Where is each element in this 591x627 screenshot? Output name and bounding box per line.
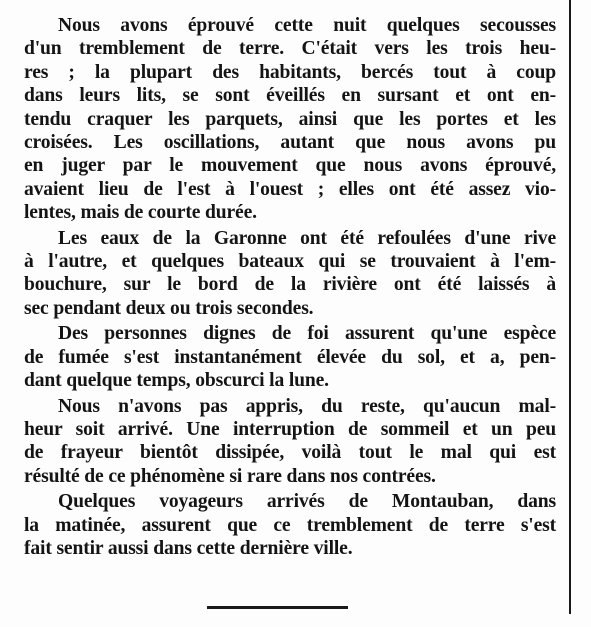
text-line: la matinée, assurent que ce tremblement de terre s'est xyxy=(24,514,556,536)
paragraph-2 xyxy=(24,227,556,321)
text-line: heur soit arrivé. Une interruption de sommeil et un peu xyxy=(24,418,556,440)
text-line: tendu craquer les parquets, ainsi que les portes et les xyxy=(24,108,556,130)
text-line: fait sentir aussi dans cette dernière ville. xyxy=(24,537,353,559)
text-line: dant quelque temps, obscurci la lune. xyxy=(24,370,329,392)
section-separator-rule xyxy=(207,606,348,609)
article-body xyxy=(24,14,556,560)
text-line: sec pendant deux ou trois secondes. xyxy=(24,297,314,319)
text-line: res ; la plupart des habitants, bercés tout à coup xyxy=(24,61,556,83)
text-line: à l'autre, et quelques bateaux qui se trouvaient à l'em- xyxy=(24,251,556,273)
paragraph-4 xyxy=(24,395,556,489)
text-line: résulté de ce phénomène si rare dans nos contrées. xyxy=(24,465,436,487)
text-line: dans leurs lits, se sont éveillés en sursant et ont en- xyxy=(24,85,556,107)
text-line: Quelques voyageurs arrivés de Montauban, dans xyxy=(58,491,556,513)
text-line: Nous n'avons pas appris, du reste, qu'aucun mal- xyxy=(58,395,556,417)
paragraph-5 xyxy=(24,490,556,560)
text-line: Des personnes dignes de foi assurent qu'une espèce xyxy=(58,323,556,345)
text-line: Nous avons éprouvé cette nuit quelques secousses xyxy=(58,15,556,36)
text-line: d'un tremblement de terre. C'était vers les trois heu- xyxy=(24,38,556,60)
text-line: en juger par le mouvement que nous avons éprouvé, xyxy=(24,155,556,177)
text-line: de frayeur bientôt dissipée, voilà tout le mal qui est xyxy=(24,442,556,464)
paragraph-1 xyxy=(24,14,556,225)
text-line: avaient lieu de l'est à l'ouest ; elles ont été assez vio- xyxy=(24,178,556,200)
text-line: croisées. Les oscillations, autant que nous avons pu xyxy=(24,132,556,154)
text-line: bouchure, sur le bord de la rivière ont été laissés à xyxy=(24,274,556,296)
text-line: de fumée s'est instantanément élevée du sol, et a, pen- xyxy=(24,346,556,368)
paragraph-3 xyxy=(24,322,556,392)
text-line: Les eaux de la Garonne ont été refoulées d'une rive xyxy=(58,227,556,249)
text-line: lentes, mais de courte durée. xyxy=(24,202,257,224)
column-rule xyxy=(569,0,571,614)
